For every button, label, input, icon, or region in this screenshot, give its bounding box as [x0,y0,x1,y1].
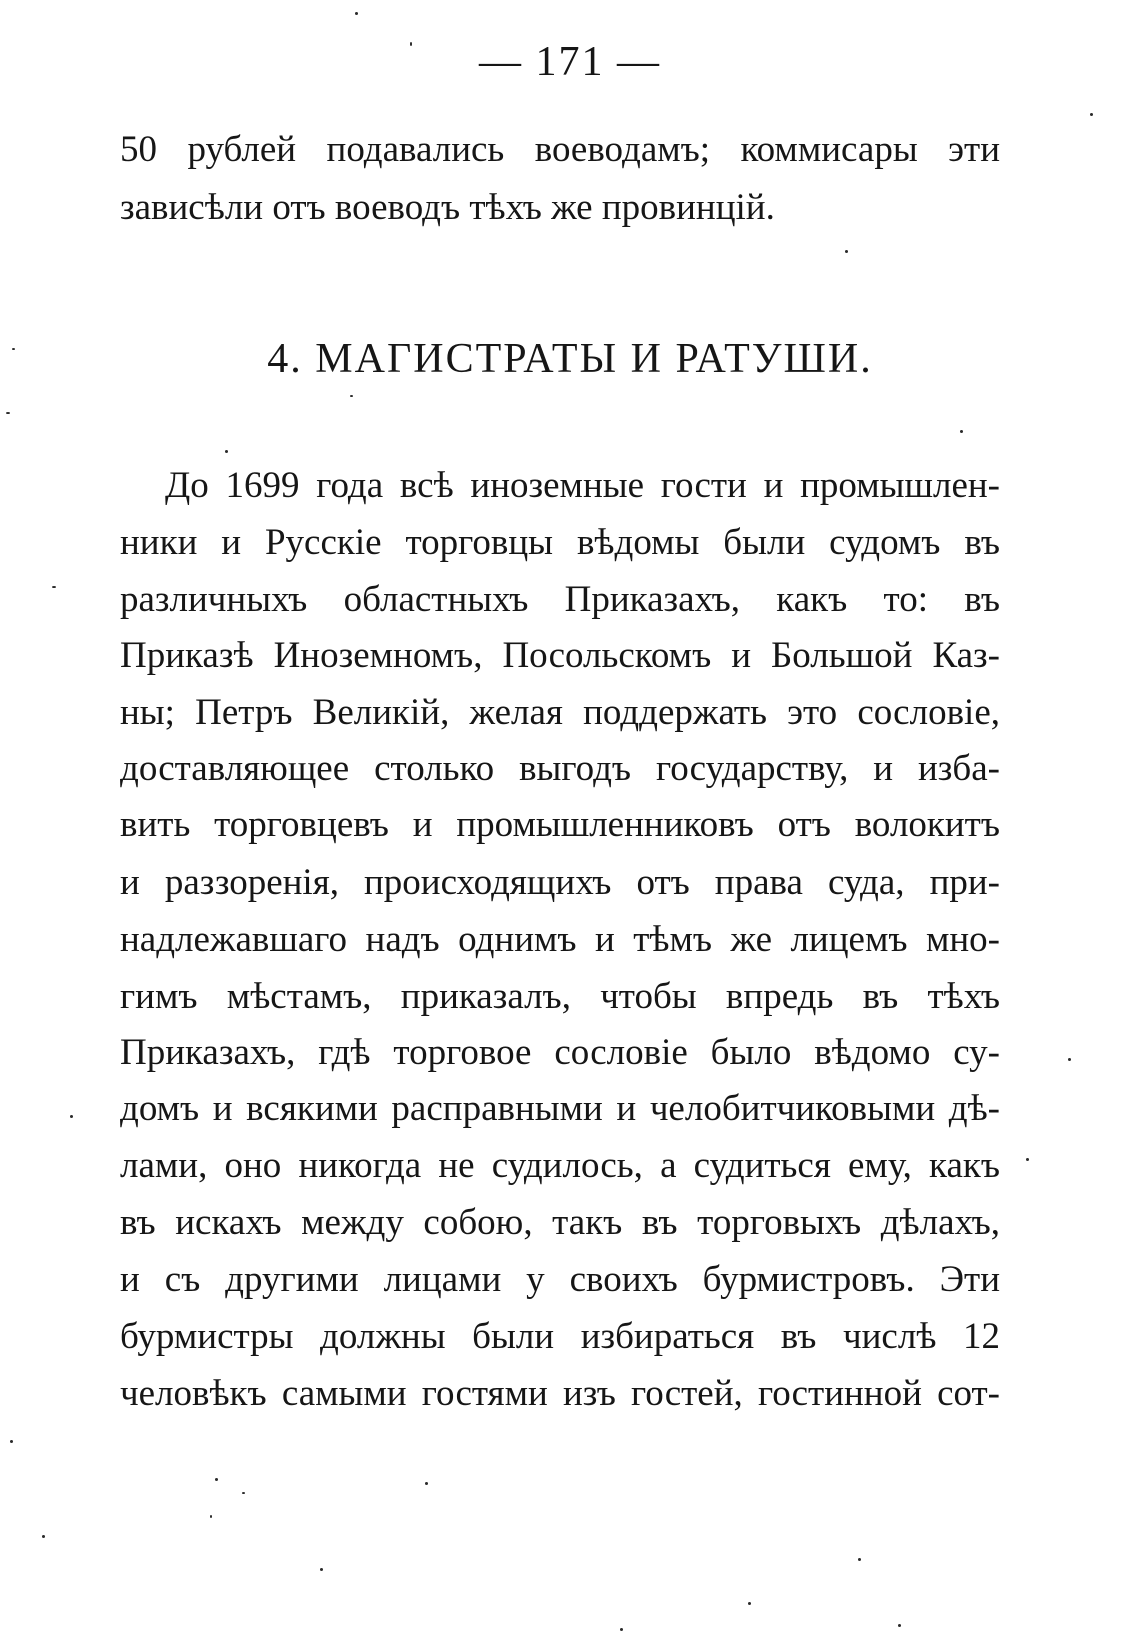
paragraph-line: человѣкъ самыми гостями изъ гостей, гостинной сот- [120,1373,1000,1414]
paragraph-line: доставляющее столько выгодъ государству, и изба- [120,748,1000,789]
scan-speck [898,1624,901,1627]
scan-speck [620,1628,623,1631]
scan-speck [845,250,848,253]
scan-speck [1090,113,1093,116]
scan-speck [70,1115,73,1118]
paragraph-line: вить торговцевъ и промышленниковъ отъ волокитъ [120,804,1000,845]
paragraph-line: ны; Петръ Великій, желая поддержать это сословіе, [120,692,1000,733]
paragraph-line: Приказѣ Иноземномъ, Посольскомъ и Большой Каз- [120,635,1000,676]
scan-speck [12,348,15,350]
scan-speck [225,450,228,453]
scan-speck [1026,1158,1029,1161]
continuation-line: 50 рублей подавались воеводамъ; коммисары эти [120,129,1000,170]
paragraph-line: бурмистры должны были избираться въ числѣ 12 [120,1316,1000,1357]
paragraph-line: ники и Русскіе торговцы вѣдомы были судомъ въ [120,522,1000,563]
paragraph-line: домъ и всякими расправными и челобитчиковыми дѣ- [120,1088,1000,1129]
page-number: — 171 — [479,39,661,85]
paragraph-line: различныхъ областныхъ Приказахъ, какъ то: въ [120,579,1000,620]
paragraph-line: гимъ мѣстамъ, приказалъ, чтобы впредь въ тѣхъ [120,976,1000,1017]
paragraph-line: въ искахъ между собою, такъ въ торговыхъ дѣлахъ, [120,1202,1000,1243]
scan-speck [1068,1058,1071,1061]
paragraph-line: надлежавшаго надъ однимъ и тѣмъ же лицемъ мно- [120,919,1000,960]
scan-speck [215,1478,218,1481]
paragraph-line: и съ другими лицами у своихъ бурмистровъ. Эти [120,1259,1000,1300]
scan-speck [410,42,412,46]
continuation-line: зависѣли отъ воеводъ тѣхъ же провинцій. [120,187,775,228]
scan-speck [748,1602,751,1605]
scan-speck [42,1535,45,1538]
scan-speck [425,1482,428,1485]
section-heading: 4. МАГИСТРАТЫ И РАТУШИ. [267,336,873,382]
scan-speck [10,1440,13,1443]
scan-speck [960,430,963,433]
scan-speck [320,1568,323,1571]
scan-speck [210,1515,212,1518]
scan-speck [858,1558,861,1561]
scan-speck [6,412,10,414]
scan-speck [242,1492,245,1494]
paragraph-line: и раззоренія, происходящихъ отъ права суда, при- [120,862,1000,903]
paragraph-line: Приказахъ, гдѣ торговое сословіе было вѣдомо су- [120,1032,1000,1073]
paragraph-line: До 1699 года всѣ иноземные гости и промышлен- [165,465,1000,506]
scan-speck [52,586,56,588]
scan-speck [355,12,358,15]
scan-speck [350,395,353,397]
paragraph-line: лами, оно никогда не судилось, а судиться ему, какъ [120,1145,1000,1186]
